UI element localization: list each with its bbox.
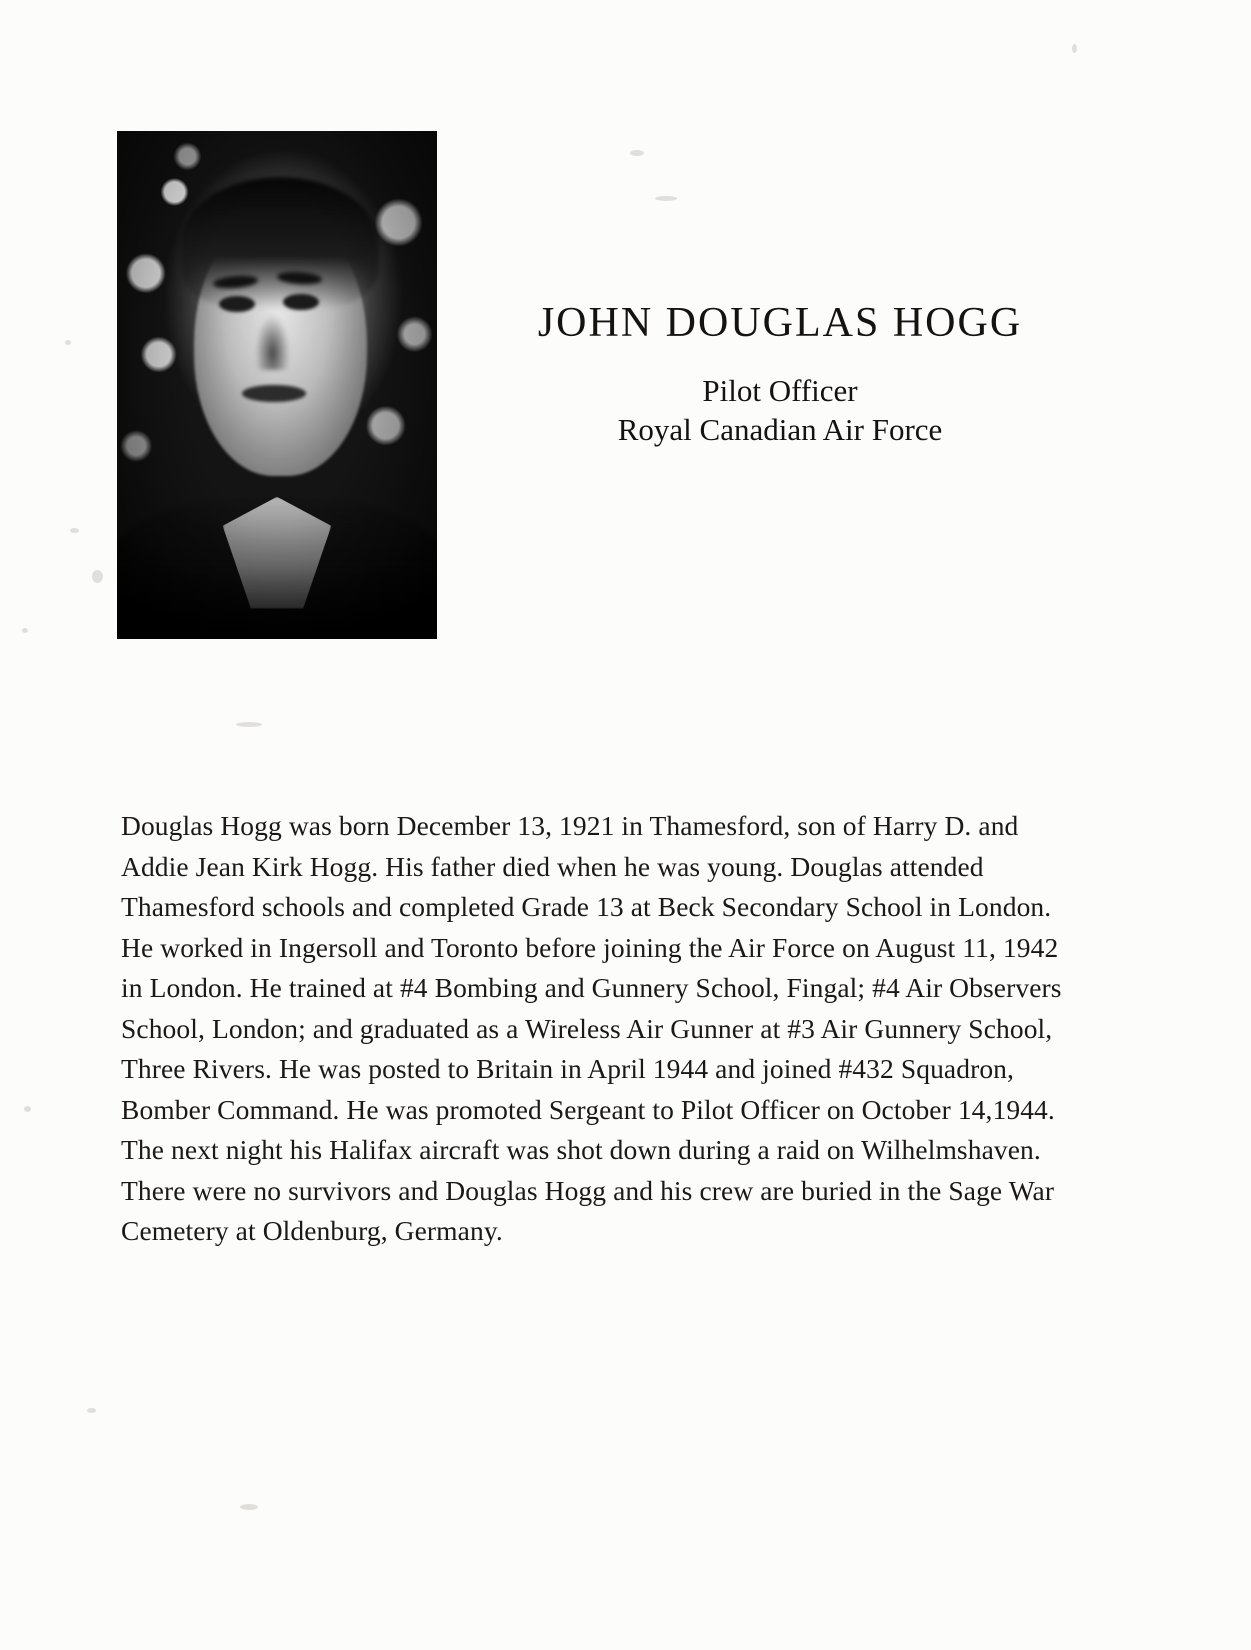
scan-speckle [22, 628, 28, 633]
scan-speckle [240, 1504, 258, 1510]
page-title: JOHN DOUGLAS HOGG [537, 300, 1023, 346]
photo-vignette [117, 131, 437, 639]
scan-speckle [92, 570, 103, 583]
rank-label: Pilot Officer [702, 373, 858, 409]
scan-speckle [236, 722, 262, 727]
scan-speckle [24, 1106, 31, 1112]
biography-text [121, 806, 1081, 1252]
scan-speckle [655, 196, 677, 201]
scan-speckle [87, 1408, 96, 1413]
portrait-photo [117, 131, 437, 639]
scan-speckle [630, 150, 644, 156]
scan-speckle [65, 340, 71, 345]
scan-speckle [1072, 44, 1077, 53]
biography-paragraph: Douglas Hogg was born December 13, 1921 in Thamesford, son of Harry D. and Addie Jean Kirk Hogg. His father died when he was young. Douglas attended Thamesford schools and completed Grade 13 at Beck Secondary School in London. He worked in Ingersoll and Toronto before joining the Air Force on August 11, 1942 in London. He trained at #4 Bombing and Gunnery School, Fingal; #4 Air Observers School, London; and graduated as a Wireless Air Gunner at #3 Air Gunnery School, Three Rivers. He was posted to Britain in April 1944 and joined #432 Squadron, Bomber Command. He was promoted Sergeant to Pilot Officer on October 14,1944. The next night his Halifax aircraft was shot down during a raid on Wilhelmshaven. There were no survivors and Douglas Hogg and his crew are buried in the Sage War Cemetery at Oldenburg, Germany. [121, 810, 1062, 1246]
heading-block [470, 300, 1090, 450]
scan-speckle [70, 528, 79, 533]
branch-label: Royal Canadian Air Force [617, 411, 943, 447]
